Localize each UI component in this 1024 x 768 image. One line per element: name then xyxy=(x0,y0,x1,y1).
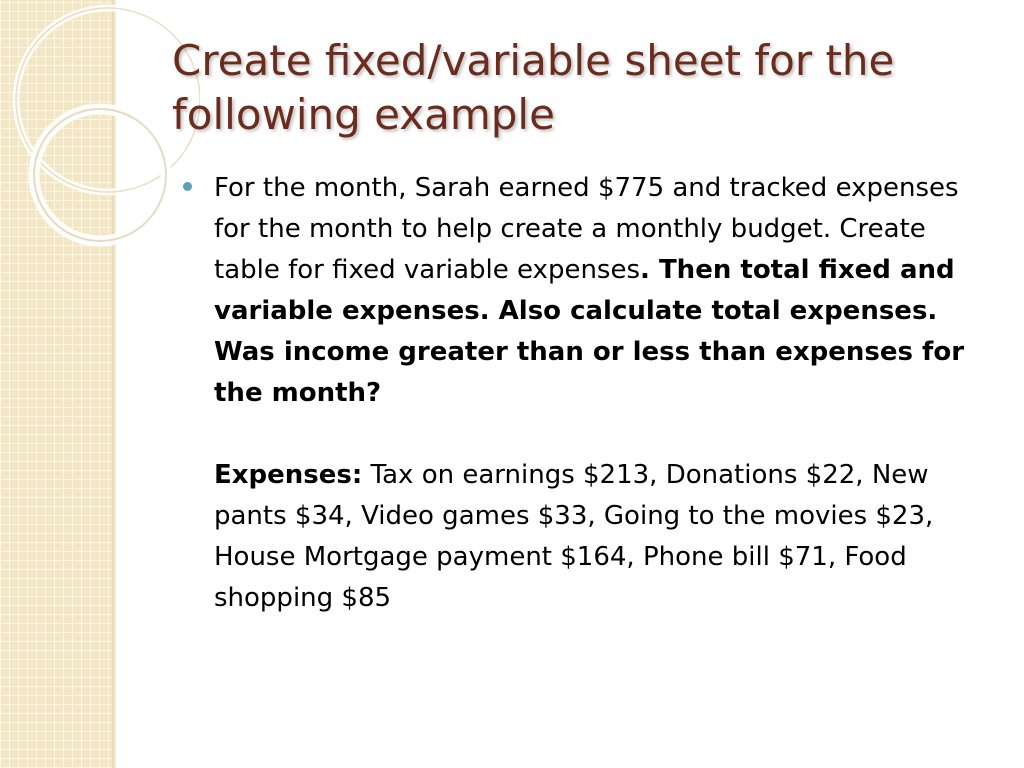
expenses-list: Tax on earnings $213, Donations $22, New pants $34, Video games $33, Going to the movies $23, House Mortgage payment $164, Phone bill $71, Food shopping $85 xyxy=(214,460,934,613)
bullet-text xyxy=(214,168,993,414)
decorative-rings xyxy=(0,0,200,260)
slide-content xyxy=(183,168,993,619)
bullet-item xyxy=(183,168,993,619)
paragraph-spacer xyxy=(214,414,993,455)
expenses-paragraph xyxy=(214,455,993,619)
bullet-intro-text: For the month, Sarah earned $775 and tracked expenses for the month to help create a monthly budget. Create table for fixed variable expenses xyxy=(214,173,959,285)
bullet-dot-icon xyxy=(183,182,192,191)
bullet-instruction-text: . Then total fixed and variable expenses. Also calculate total expenses. Was income greater than or less than expenses for the month? xyxy=(214,255,965,408)
slide-title: Create fixed/variable sheet for the following example xyxy=(172,36,895,139)
expenses-label: Expenses: xyxy=(214,460,363,490)
